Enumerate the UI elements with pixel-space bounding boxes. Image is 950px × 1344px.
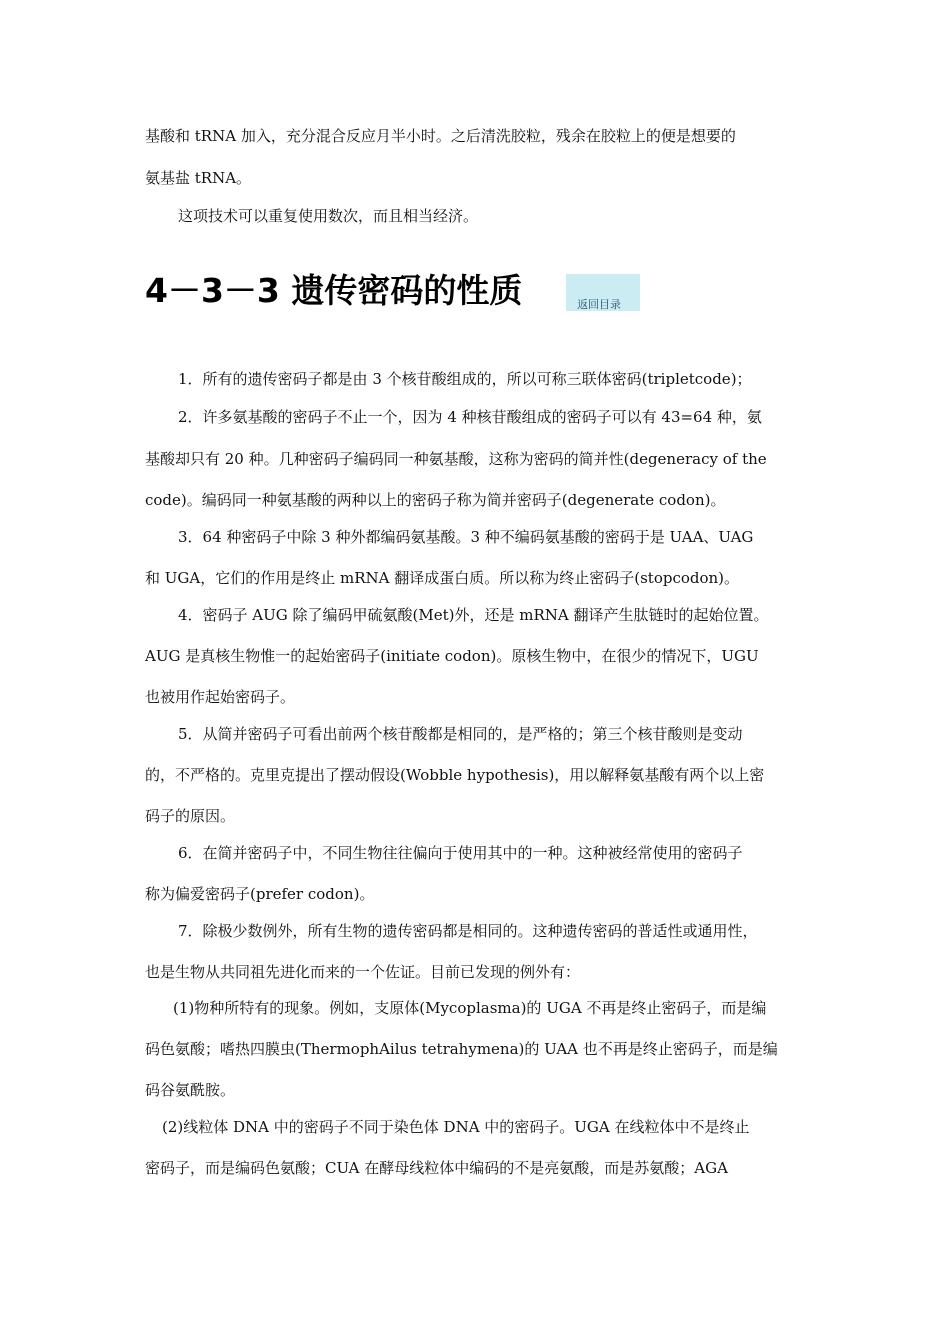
exception-1-line-3: 码谷氨酰胺。: [145, 1081, 236, 1099]
item-5-line-3: 码子的原因。: [145, 807, 236, 825]
item-7-line-1: 7．除极少数例外，所有生物的遗传密码都是相同的。这种遗传密码的普适性或通用性，: [178, 922, 758, 940]
item-4-line-3: 也被用作起始密码子。: [145, 688, 296, 706]
section-title: 4－3－3 遗传密码的性质: [145, 271, 523, 310]
item-4-line-1: 4．密码子 AUG 除了编码甲硫氨酸(Met)外，还是 mRNA 翻译产生肽链时的起始位置。: [178, 606, 769, 624]
back-to-toc-label: 返回目录: [577, 298, 621, 311]
item-5-line-1: 5．从简并密码子可看出前两个核苷酸都是相同的，是严格的；第三个核苷酸则是变动: [178, 725, 743, 743]
item-2-line-3: code)。编码同一种氨基酸的两种以上的密码子称为简并密码子(degenerate codon)。: [145, 491, 726, 509]
item-2-line-2: 基酸却只有 20 种。几种密码子编码同一种氨基酸，这称为密码的简并性(degeneracy of the: [145, 450, 767, 468]
exception-2-line-2: 密码子，而是编码色氨酸；CUA 在酵母线粒体中编码的不是亮氨酸，而是苏氨酸；AGA: [145, 1159, 728, 1177]
exception-2-line-1: (2)线粒体 DNA 中的密码子不同于染色体 DNA 中的密码子。UGA 在线粒体中不是终止: [162, 1118, 750, 1136]
item-2-line-1: 2．许多氨基酸的密码子不止一个，因为 4 种核苷酸组成的密码子可以有 43=64 种，氨: [178, 408, 762, 426]
item-5-line-2: 的，不严格的。克里克提出了摆动假设(Wobble hypothesis)，用以解释氨基酸有两个以上密: [145, 766, 765, 784]
item-6-line-1: 6．在简并密码子中，不同生物往往偏向于使用其中的一种。这种被经常使用的密码子: [178, 844, 743, 862]
intro-line-1: 基酸和 tRNA 加入，充分混合反应月半小时。之后清洗胶粒，残余在胶粒上的便是想要的: [145, 127, 736, 145]
item-3-line-1: 3．64 种密码子中除 3 种外都编码氨基酸。3 种不编码氨基酸的密码于是 UAA、UAG: [178, 528, 754, 546]
item-6-line-2: 称为偏爱密码子(prefer codon)。: [145, 885, 375, 903]
item-4-line-2: AUG 是真核生物惟一的起始密码子(initiate codon)。原核生物中，在很少的情况下，UGU: [145, 647, 759, 665]
intro-line-3: 这项技术可以重复使用数次，而且相当经济。: [178, 207, 479, 225]
item-3-line-2: 和 UGA，它们的作用是终止 mRNA 翻译成蛋白质。所以称为终止密码子(stopcodon)。: [145, 569, 740, 587]
item-1-line-1: 1．所有的遗传密码子都是由 3 个核苷酸组成的，所以可称三联体密码(tripletcode)；: [178, 370, 752, 388]
exception-1-line-1: (1)物种所特有的现象。例如，支原体(Mycoplasma)的 UGA 不再是终止密码子，而是编: [173, 999, 767, 1017]
intro-line-2: 氨基盐 tRNA。: [145, 169, 252, 187]
back-to-toc-button[interactable]: [566, 274, 640, 311]
exception-1-line-2: 码色氨酸；嗜热四膜虫(ThermophAilus tetrahymena)的 UAA 也不再是终止密码子，而是编: [145, 1040, 778, 1058]
item-7-line-2: 也是生物从共同祖先进化而来的一个佐证。目前已发现的例外有：: [145, 963, 581, 981]
